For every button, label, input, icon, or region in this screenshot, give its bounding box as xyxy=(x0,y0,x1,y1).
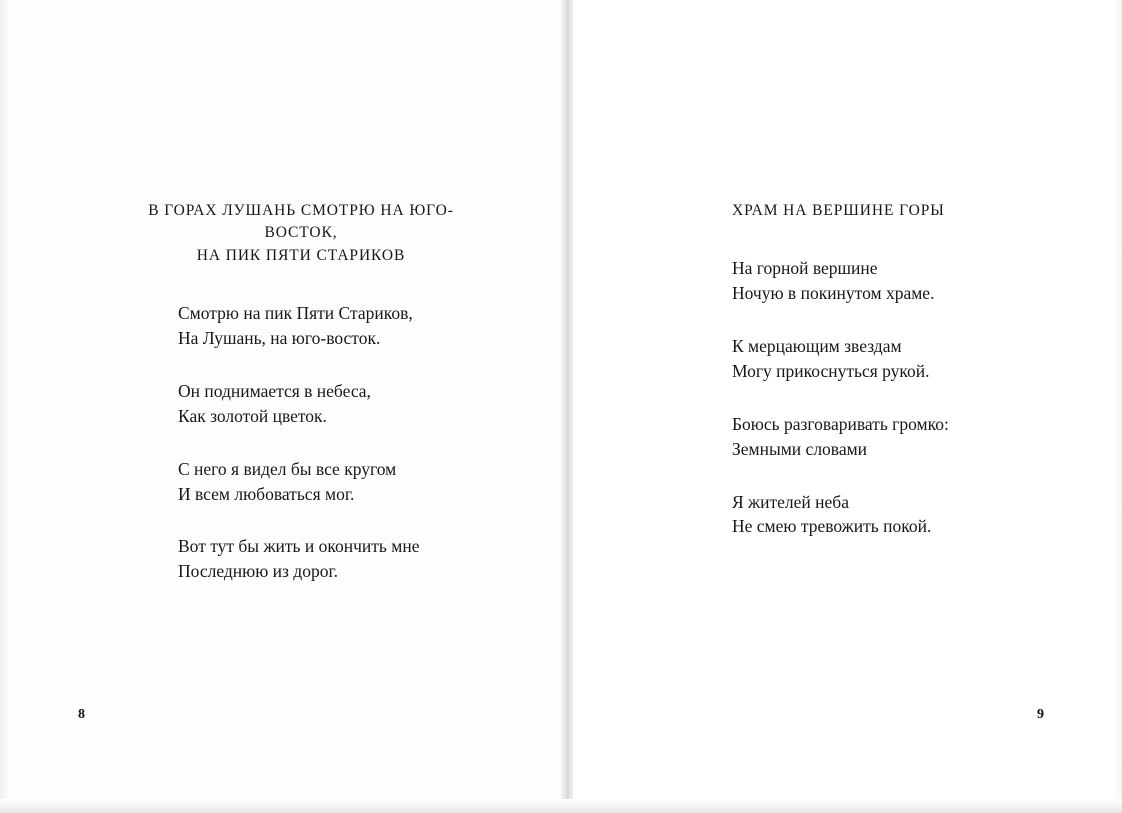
poem-line: Я жителей неба xyxy=(732,491,849,512)
poem-line: Боюсь разговаривать громко: xyxy=(732,413,949,434)
stanza xyxy=(732,334,1122,384)
stanza xyxy=(732,412,1122,462)
poem-title-left xyxy=(130,200,472,267)
stanza xyxy=(732,256,1122,306)
poem-line: На горной вершине xyxy=(732,258,878,279)
poem-body-left xyxy=(130,301,530,584)
poem-line: Как золотой цветок. xyxy=(178,405,327,426)
poem-body-right xyxy=(732,256,1122,539)
poem-line: И всем любоваться мог. xyxy=(178,483,355,504)
page-number-right: 9 xyxy=(1037,707,1044,722)
poem-line: Могу прикоснуться рукой. xyxy=(732,361,930,381)
poem-line: Земными словами xyxy=(732,438,868,459)
poem-title-right xyxy=(732,200,1122,222)
poem-title-line: В ГОРАХ ЛУШАНЬ СМОТРЮ НА ЮГО-ВОСТОК, xyxy=(148,202,454,242)
poem-title-line: ХРАМ НА ВЕРШИНЕ ГОРЫ xyxy=(732,202,945,219)
stanza xyxy=(732,490,1122,540)
poem-line: С него я видел бы все кругом xyxy=(178,458,397,479)
poem-line: Не смею тревожить покой. xyxy=(732,516,932,537)
poem-line: Ночую в покинутом храме. xyxy=(732,283,935,304)
poem-line: Смотрю на пик Пяти Стариков, xyxy=(178,303,413,324)
stanza xyxy=(130,457,530,507)
poem-line: На Лушань, на юго-восток. xyxy=(178,328,381,349)
left-page-edge-shadow xyxy=(0,0,10,813)
poem-title-line: НА ПИК ПЯТИ СТАРИКОВ xyxy=(196,246,406,264)
poem-line: Вот тут бы жить и окончить мне xyxy=(178,536,420,557)
poem-line: Он поднимается в небеса, xyxy=(178,381,371,402)
poem-line: Последнюю из дорог. xyxy=(178,561,339,582)
stanza xyxy=(130,534,530,584)
poem-line: К мерцающим звездам xyxy=(732,336,902,357)
stanza xyxy=(130,379,530,429)
stanza xyxy=(130,301,530,351)
right-page xyxy=(567,0,1122,813)
page-number-left: 8 xyxy=(78,707,85,722)
poem-right xyxy=(732,200,1122,539)
poem-left xyxy=(130,200,530,584)
